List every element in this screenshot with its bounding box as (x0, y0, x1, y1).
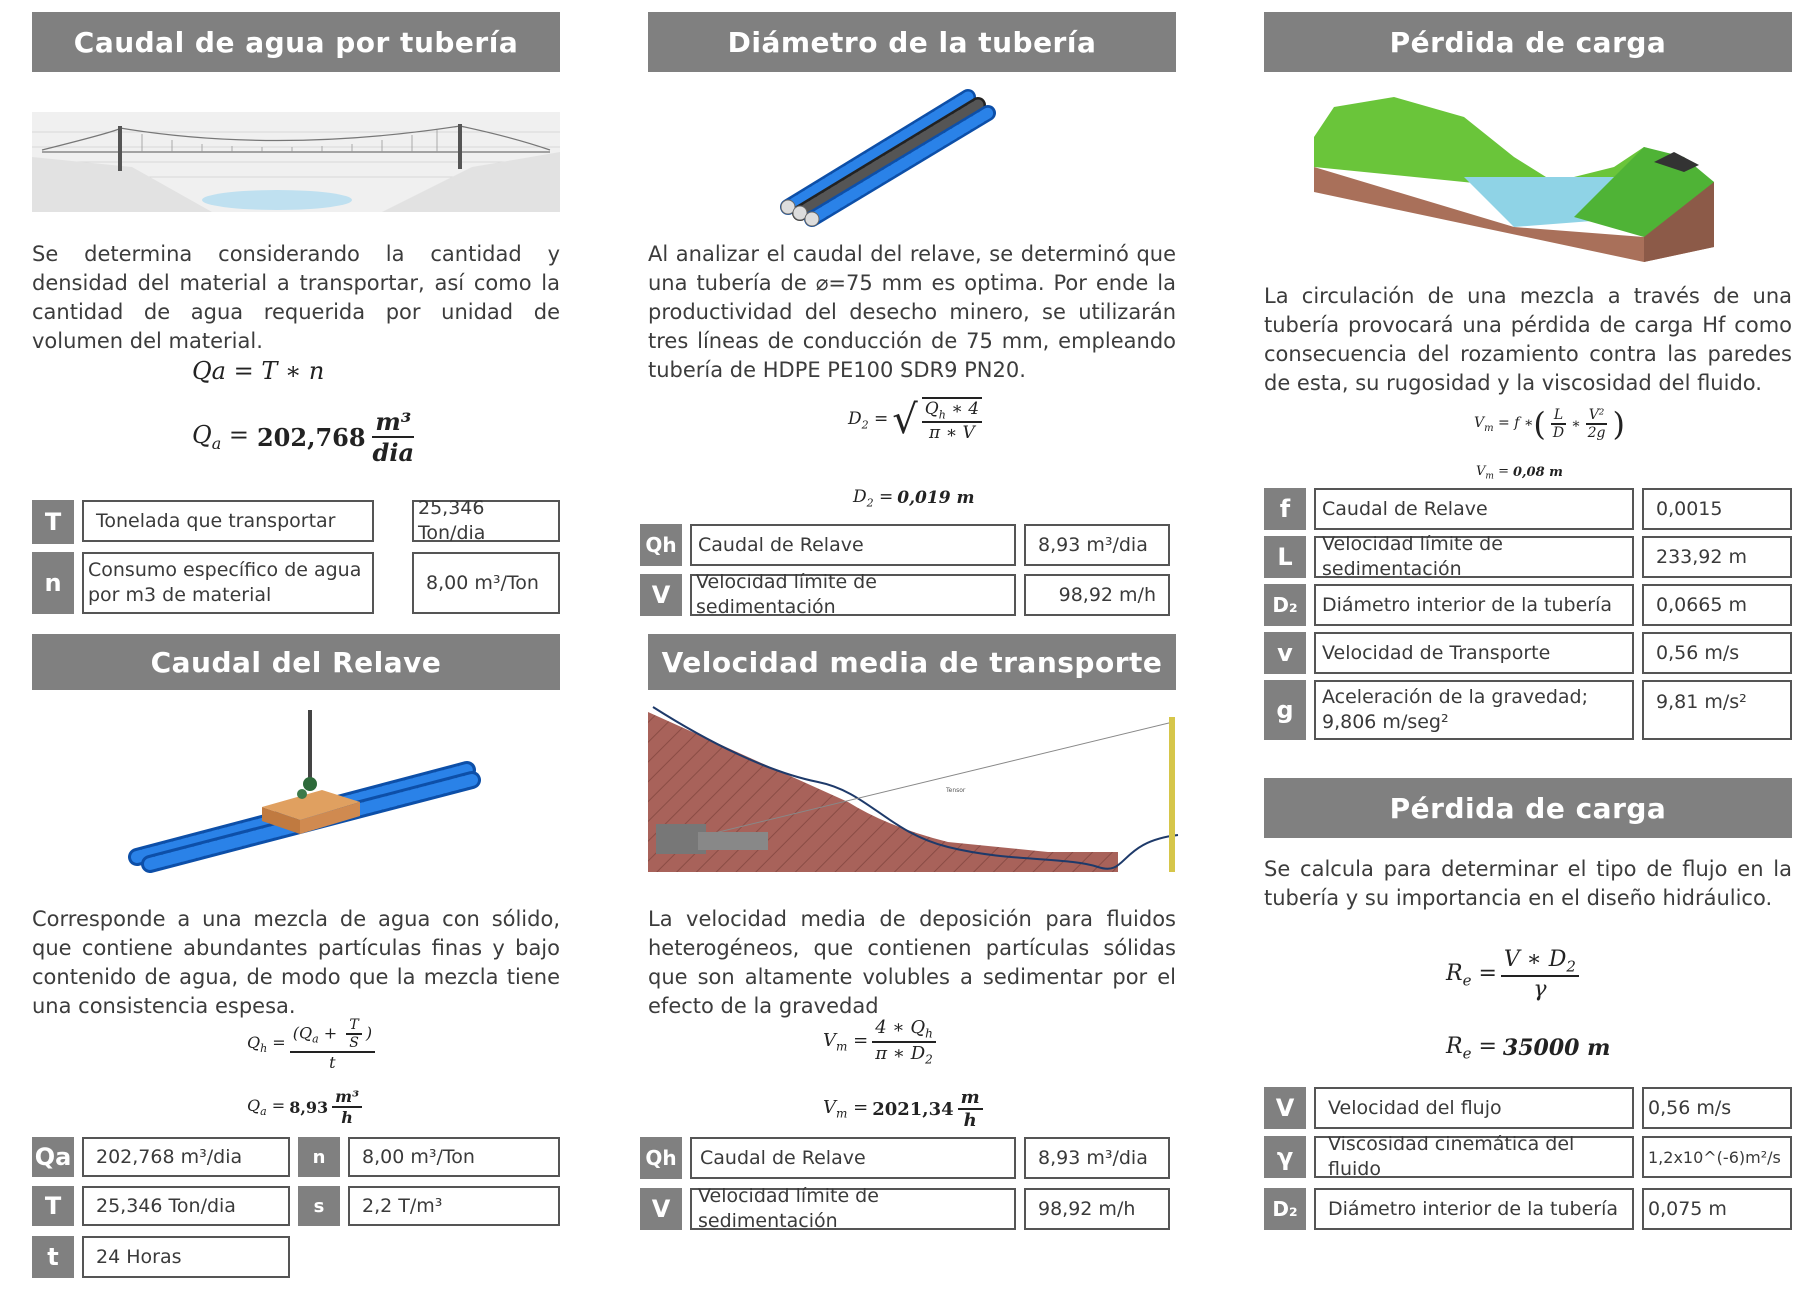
formula-vm-result: $V_m$ = 2021,34 $\frac{m}{h}$ (823, 1087, 987, 1131)
label-l: Velocidad límite de sedimentación (1314, 536, 1634, 578)
bridge-illustration (32, 112, 560, 212)
value-tonelada: 25,346 Ton/dia (412, 500, 560, 542)
label-caudal-relave-2: Caudal de Relave (690, 1137, 1016, 1179)
value-n: 8,00 m³/Ton (348, 1137, 560, 1177)
formula-qa-definition: Qa = T ∗ n (192, 357, 325, 385)
value-v: 0,56 m/s (1642, 632, 1792, 674)
paragraph-velocidad-media: La velocidad media de deposición para fluidos heterogéneos, que contienen partículas sólidas que son altamente volubles a sedimentar por el efecto de la gravedad (648, 907, 1176, 1018)
value-diametro-interior: 0,075 m (1642, 1188, 1792, 1230)
slope-profile-illustration (648, 702, 1188, 882)
value-s: 2,2 T/m³ (348, 1186, 560, 1226)
pipes-illustration (768, 77, 1008, 237)
formula-qh-definition: $Q_h$ = ($Q_a$ + $\frac{T}{S}$ ) t (247, 1017, 379, 1072)
formula-vm-loss-definition: $V_m = f$ ∗ ( $\frac{L}{D}$ ∗ $\frac{\text{V²}}{2g}$ ) (1474, 405, 1625, 443)
label-tonelada: Tonelada que transportar (82, 500, 374, 542)
label-velocidad-limite: Velocidad límite de sedimentación (690, 574, 1016, 616)
formula-qa-result: $Q_a$ = 202,768 $\frac{\text{m³}}{\text{dia}}$ (192, 407, 414, 467)
header-perdida-carga-2: Pérdida de carga (1264, 778, 1792, 838)
symbol-v-2: V (640, 1188, 682, 1230)
formula-d2-definition: $D_2$ = √ $\frac{Q_h ∗ 4}{\pi ∗ V}$ (848, 397, 986, 443)
value-velocidad-flujo: 0,56 m/s (1642, 1087, 1792, 1129)
value-qa: 202,768 m³/dia (82, 1137, 290, 1177)
symbol-d2-2: D₂ (1264, 1188, 1306, 1230)
label-v: Velocidad de Transporte (1314, 632, 1634, 674)
formula-qh-result: $Q_a$ = 8,93 $\frac{\text{m³}}{h}$ (247, 1087, 366, 1127)
value-caudal-relave-2: 8,93 m³/dia (1024, 1137, 1170, 1179)
formula-re-definition: $R_e$ = $\frac{V ∗ D_2}{\gamma}$ (1446, 947, 1583, 1002)
pipes-with-pump-illustration (122, 702, 482, 882)
symbol-f: f (1264, 488, 1306, 530)
value-consumo: 8,00 m³/Ton (412, 552, 560, 614)
symbol-v-flow: V (1264, 1087, 1306, 1129)
symbol-qh-2: Qh (640, 1137, 682, 1179)
value-g: 9,81 m/s² (1642, 680, 1792, 740)
label-velocidad-limite-2: Velocidad límite de sedimentación (690, 1188, 1016, 1230)
value-l: 233,92 m (1642, 536, 1792, 578)
symbol-v: V (640, 574, 682, 616)
label-viscosidad: Viscosidad cinemática del fluido (1314, 1136, 1634, 1178)
label-diametro-interior: Diámetro interior de la tubería (1314, 1188, 1634, 1230)
label-velocidad-flujo: Velocidad del flujo (1314, 1087, 1634, 1129)
value-velocidad-limite: 98,92 m/h (1024, 574, 1170, 616)
header-caudal-agua: Caudal de agua por tubería (32, 12, 560, 72)
symbol-n-small: n (298, 1137, 340, 1177)
symbol-l: L (1264, 536, 1306, 578)
symbol-t2: T (32, 1186, 74, 1226)
header-caudal-relave: Caudal del Relave (32, 634, 560, 690)
formula-d2-result: $D_2$ = 0,019 m (853, 487, 975, 510)
formula-vm-loss-result: $V_m$ = 0,08 m (1476, 464, 1563, 482)
value-caudal-relave: 8,93 m³/dia (1024, 524, 1170, 566)
paragraph-perdida-carga: La circulación de una mezcla a través de una tubería provocará una pérdida de carga Hf como consecuencia del rozamiento contra las paredes de esta, su rugosidad y la viscosidad del fluido. (1264, 284, 1792, 395)
value-viscosidad: 1,2x10^(-6)m²/s (1642, 1136, 1792, 1178)
header-diametro: Diámetro de la tubería (648, 12, 1176, 72)
label-d2: Diámetro interior de la tubería (1314, 584, 1634, 626)
symbol-s: s (298, 1186, 340, 1226)
value-velocidad-limite-2: 98,92 m/h (1024, 1188, 1170, 1230)
header-perdida-carga: Pérdida de carga (1264, 12, 1792, 72)
label-g: Aceleración de la gravedad; 9,806 m/seg² (1314, 680, 1634, 740)
label-caudal-relave: Caudal de Relave (690, 524, 1016, 566)
symbol-t: T (32, 500, 74, 544)
paragraph-caudal-agua: Se determina considerando la cantidad y densidad del material a transportar, así como la cantidad de agua requerida por unidad de volumen del material. (32, 242, 560, 353)
symbol-n: n (32, 552, 74, 614)
terrain-illustration (1314, 87, 1714, 267)
symbol-d2: D₂ (1264, 584, 1306, 626)
svg-text:Tensor: Tensor (946, 787, 966, 794)
value-d2: 0,0665 m (1642, 584, 1792, 626)
label-f: Caudal de Relave (1314, 488, 1634, 530)
header-velocidad-media: Velocidad media de transporte (648, 634, 1176, 690)
paragraph-perdida-carga-2: Se calcula para determinar el tipo de flujo en la tubería y su importancia en el diseño hidráulico. (1264, 857, 1792, 910)
paragraph-diametro: Al analizar el caudal del relave, se determinó que una tubería de ⌀=75 mm es optima. Por ende la productividad del desecho minero, se utilizarán tres líneas de conducción de 75 mm, empleando tubería de HDPE PE100 SDR9 PN20. (648, 242, 1176, 382)
paragraph-caudal-relave: Corresponde a una mezcla de agua con sólido, que contiene abundantes partículas finas y bajo contenido de agua, de modo que la mezcla tiene una consistencia espesa. (32, 907, 560, 1018)
symbol-gamma: γ (1264, 1136, 1306, 1178)
label-consumo: Consumo específico de agua por m3 de material (82, 552, 374, 614)
formula-vm-definition: $V_m$ = $\frac{4 ∗ Q_h}{\pi ∗ D_2}$ (823, 1017, 940, 1066)
symbol-v-small: v (1264, 632, 1306, 674)
symbol-qa: Qa (32, 1137, 74, 1177)
formula-re-result: $R_e$ = 35000 m (1446, 1034, 1611, 1063)
value-time: 24 Horas (82, 1236, 290, 1278)
symbol-t-time: t (32, 1236, 74, 1278)
value-f: 0,0015 (1642, 488, 1792, 530)
symbol-qh: Qh (640, 524, 682, 566)
value-t: 25,346 Ton/dia (82, 1186, 290, 1226)
symbol-g: g (1264, 680, 1306, 740)
